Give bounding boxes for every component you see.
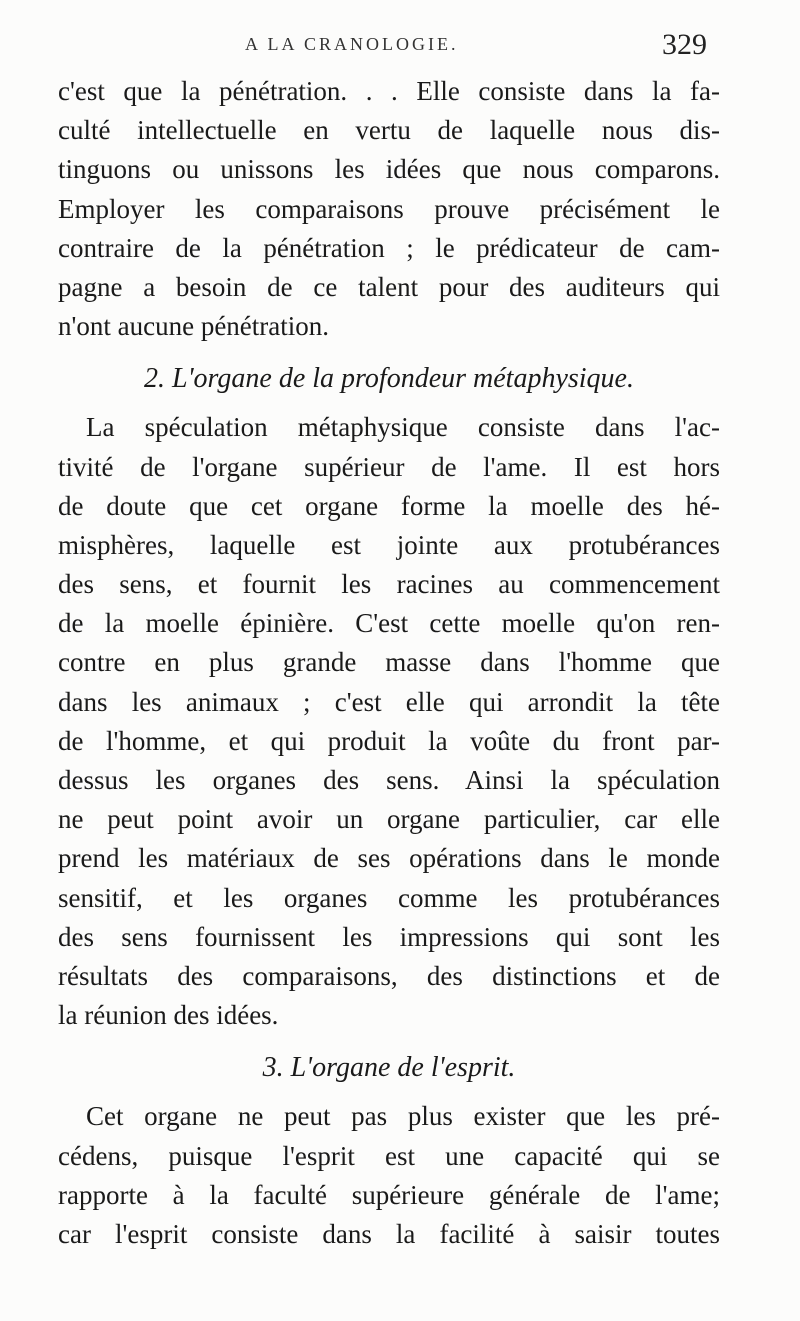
text-line: Cet organe ne peut pas plus exister que les pré- bbox=[86, 1101, 720, 1132]
text-line: dessus les organes des sens. Ainsi la spéculation bbox=[58, 765, 720, 795]
page-number: 329 bbox=[662, 28, 707, 61]
text-line: n'ont aucune pénétration. bbox=[58, 311, 330, 342]
paragraph-1 bbox=[58, 72, 720, 346]
section-heading-3: 3. L'organe de l'esprit. bbox=[262, 1052, 516, 1084]
paragraph-3 bbox=[58, 1097, 720, 1254]
text-line: contre en plus grande masse dans l'homme que bbox=[58, 647, 720, 678]
text-line: culté intellectuelle en vertu de laquelle nous dis- bbox=[58, 115, 720, 146]
running-title: A LA CRANOLOGIE. bbox=[245, 34, 459, 54]
text-line: tivité de l'organe supérieur de l'ame. Il est hors bbox=[58, 451, 720, 482]
text-line: misphères, laquelle est jointe aux protubérances bbox=[58, 529, 720, 560]
text-line: de doute que cet organe forme la moelle des hé- bbox=[58, 490, 720, 521]
text-line: des sens, et fournit les racines au commencement bbox=[58, 569, 720, 600]
text-line: tinguons ou unissons les idées que nous comparons. bbox=[58, 154, 720, 185]
text-line: contraire de la pénétration ; le prédicateur de cam- bbox=[58, 232, 720, 263]
text-line: Employer les comparaisons prouve précisément le bbox=[58, 193, 720, 224]
text-line: c'est que la pénétration. . . Elle consiste dans la fa- bbox=[58, 76, 720, 106]
paragraph-2 bbox=[58, 408, 720, 1035]
text-line: ne peut point avoir un organe particulier, car elle bbox=[58, 804, 720, 835]
text-line: de la moelle épinière. C'est cette moelle qu'on ren- bbox=[58, 608, 720, 639]
text-line: la réunion des idées. bbox=[58, 1000, 279, 1031]
text-line: car l'esprit consiste dans la facilité à saisir toutes bbox=[58, 1218, 720, 1249]
text-line: résultats des comparaisons, des distinctions et de bbox=[58, 960, 720, 991]
text-line: dans les animaux ; c'est elle qui arrondit la tête bbox=[58, 686, 720, 717]
text-line: La spéculation métaphysique consiste dans l'ac- bbox=[86, 412, 720, 443]
text-line: rapporte à la faculté supérieure générale de l'ame; bbox=[58, 1179, 720, 1210]
text-line: pagne a besoin de ce talent pour des auditeurs qui bbox=[58, 271, 720, 302]
text-line: des sens fournissent les impressions qui sont les bbox=[58, 921, 720, 952]
text-block bbox=[58, 72, 720, 1254]
page-header bbox=[0, 28, 800, 68]
text-line: sensitif, et les organes comme les protubérances bbox=[58, 882, 720, 913]
text-line: prend les matériaux de ses opérations dans le monde bbox=[58, 843, 720, 874]
text-line: de l'homme, et qui produit la voûte du front par- bbox=[58, 725, 720, 756]
text-line: cédens, puisque l'esprit est une capacité qui se bbox=[58, 1140, 720, 1171]
section-heading-2: 2. L'organe de la profondeur métaphysique. bbox=[144, 363, 634, 395]
